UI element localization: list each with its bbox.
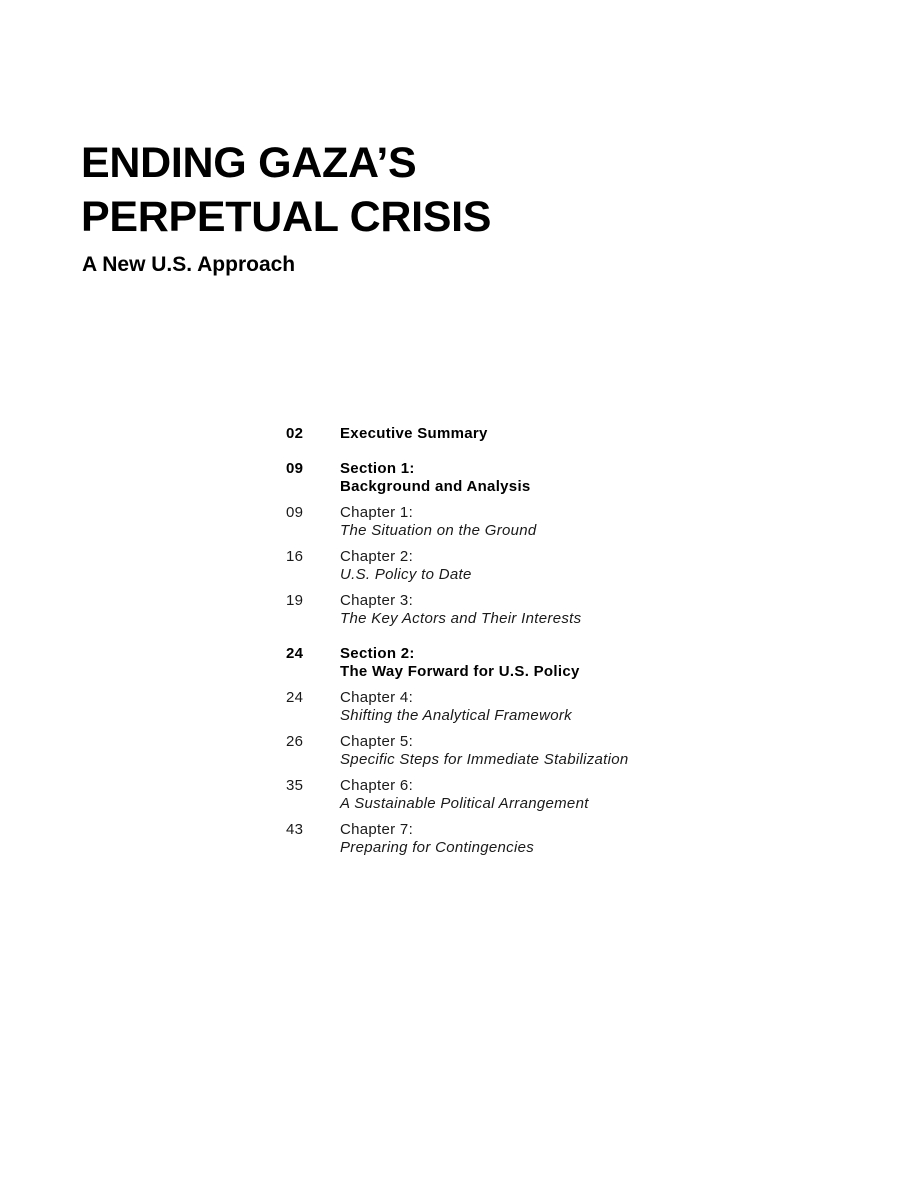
toc-entry-text [340, 821, 820, 857]
toc-entry-subheading: Specific Steps for Immediate Stabilization [340, 751, 629, 768]
toc-page-number: 35 [286, 777, 304, 794]
toc-entry-heading: Section 2: [340, 645, 415, 662]
toc-entry-heading: Chapter 4: [340, 689, 414, 706]
toc-entry-subheading: The Situation on the Ground [340, 522, 537, 539]
toc-entry-text [340, 733, 820, 769]
toc-page-number: 16 [286, 548, 304, 565]
toc-entry-text [340, 548, 820, 584]
toc-entry-subheading: The Way Forward for U.S. Policy [340, 663, 580, 680]
toc-entry-heading: Section 1: [340, 460, 415, 477]
toc-entry-subheading: Background and Analysis [340, 478, 531, 495]
toc-entry-heading: Chapter 2: [340, 548, 414, 565]
title-line-2: PERPETUAL CRISIS [81, 193, 492, 241]
toc-entry-text [340, 460, 820, 496]
toc-entry-text [340, 645, 820, 681]
toc-entry-text [340, 592, 820, 628]
toc-page-number: 09 [286, 504, 304, 521]
toc-page-number: 43 [286, 821, 304, 838]
toc-page-number: 24 [286, 689, 304, 706]
toc-entry-text [340, 689, 820, 725]
toc-entry-heading: Chapter 5: [340, 733, 414, 750]
table-of-contents [286, 0, 826, 1191]
toc-page-number: 24 [286, 645, 304, 662]
toc-entry-heading: Executive Summary [340, 425, 488, 442]
toc-entry-heading: Chapter 1: [340, 504, 414, 521]
toc-page-number: 09 [286, 460, 304, 477]
toc-entry-text [340, 777, 820, 813]
toc-page-number: 19 [286, 592, 304, 609]
document-subtitle: A New U.S. Approach [82, 253, 296, 276]
title-line-1: ENDING GAZA’S [81, 139, 417, 187]
toc-page-number: 26 [286, 733, 304, 750]
toc-entry-heading: Chapter 7: [340, 821, 414, 838]
toc-entry-subheading: The Key Actors and Their Interests [340, 610, 582, 627]
toc-entry-subheading: Shifting the Analytical Framework [340, 707, 572, 724]
toc-entry-text [340, 425, 820, 443]
toc-entry-subheading: Preparing for Contingencies [340, 839, 535, 856]
toc-entry-subheading: U.S. Policy to Date [340, 566, 472, 583]
toc-page-number: 02 [286, 425, 304, 442]
toc-entry-text [340, 504, 820, 540]
toc-entry-heading: Chapter 3: [340, 592, 414, 609]
toc-entry-subheading: A Sustainable Political Arrangement [340, 795, 589, 812]
toc-entry-heading: Chapter 6: [340, 777, 414, 794]
